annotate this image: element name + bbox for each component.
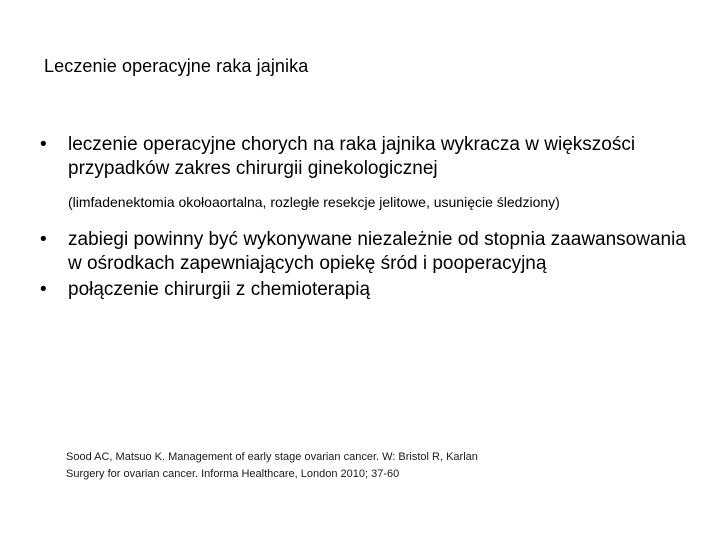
bullet-icon: • xyxy=(40,134,47,155)
bullet-icon: • xyxy=(40,279,47,300)
bullet-item-chemotherapy xyxy=(40,278,690,302)
bullet-subtext: (limfadenektomia okołoaortalna, rozległe resekcje jelitowe, usunięcie śledziony) xyxy=(68,194,560,210)
bullet-item-surgery-scope xyxy=(40,133,690,218)
bullet-text: leczenie operacyjne chorych na raka jajnika wykracza w większości przypadków zakres chirurgii ginekologicznej xyxy=(68,134,636,179)
bullet-text: połączenie chirurgii z chemioterapią xyxy=(68,279,371,300)
reference-line: Surgery for ovarian cancer. Informa Healthcare, London 2010; 37-60 xyxy=(66,468,400,480)
reference-citation xyxy=(66,449,666,483)
reference-line: Sood AC, Matsuo K. Management of early stage ovarian cancer. W: Bristol R, Karlan xyxy=(66,451,478,463)
bullet-item-specialized-centers xyxy=(40,228,690,276)
bullet-list xyxy=(40,133,690,302)
slide-title: Leczenie operacyjne raka jajnika xyxy=(44,56,309,76)
bullet-text: zabiegi powinny być wykonywane niezależnie od stopnia zaawansowania w ośrodkach zapewniających opiekę śród i pooperacyjną xyxy=(68,229,686,274)
bullet-icon: • xyxy=(40,229,47,250)
